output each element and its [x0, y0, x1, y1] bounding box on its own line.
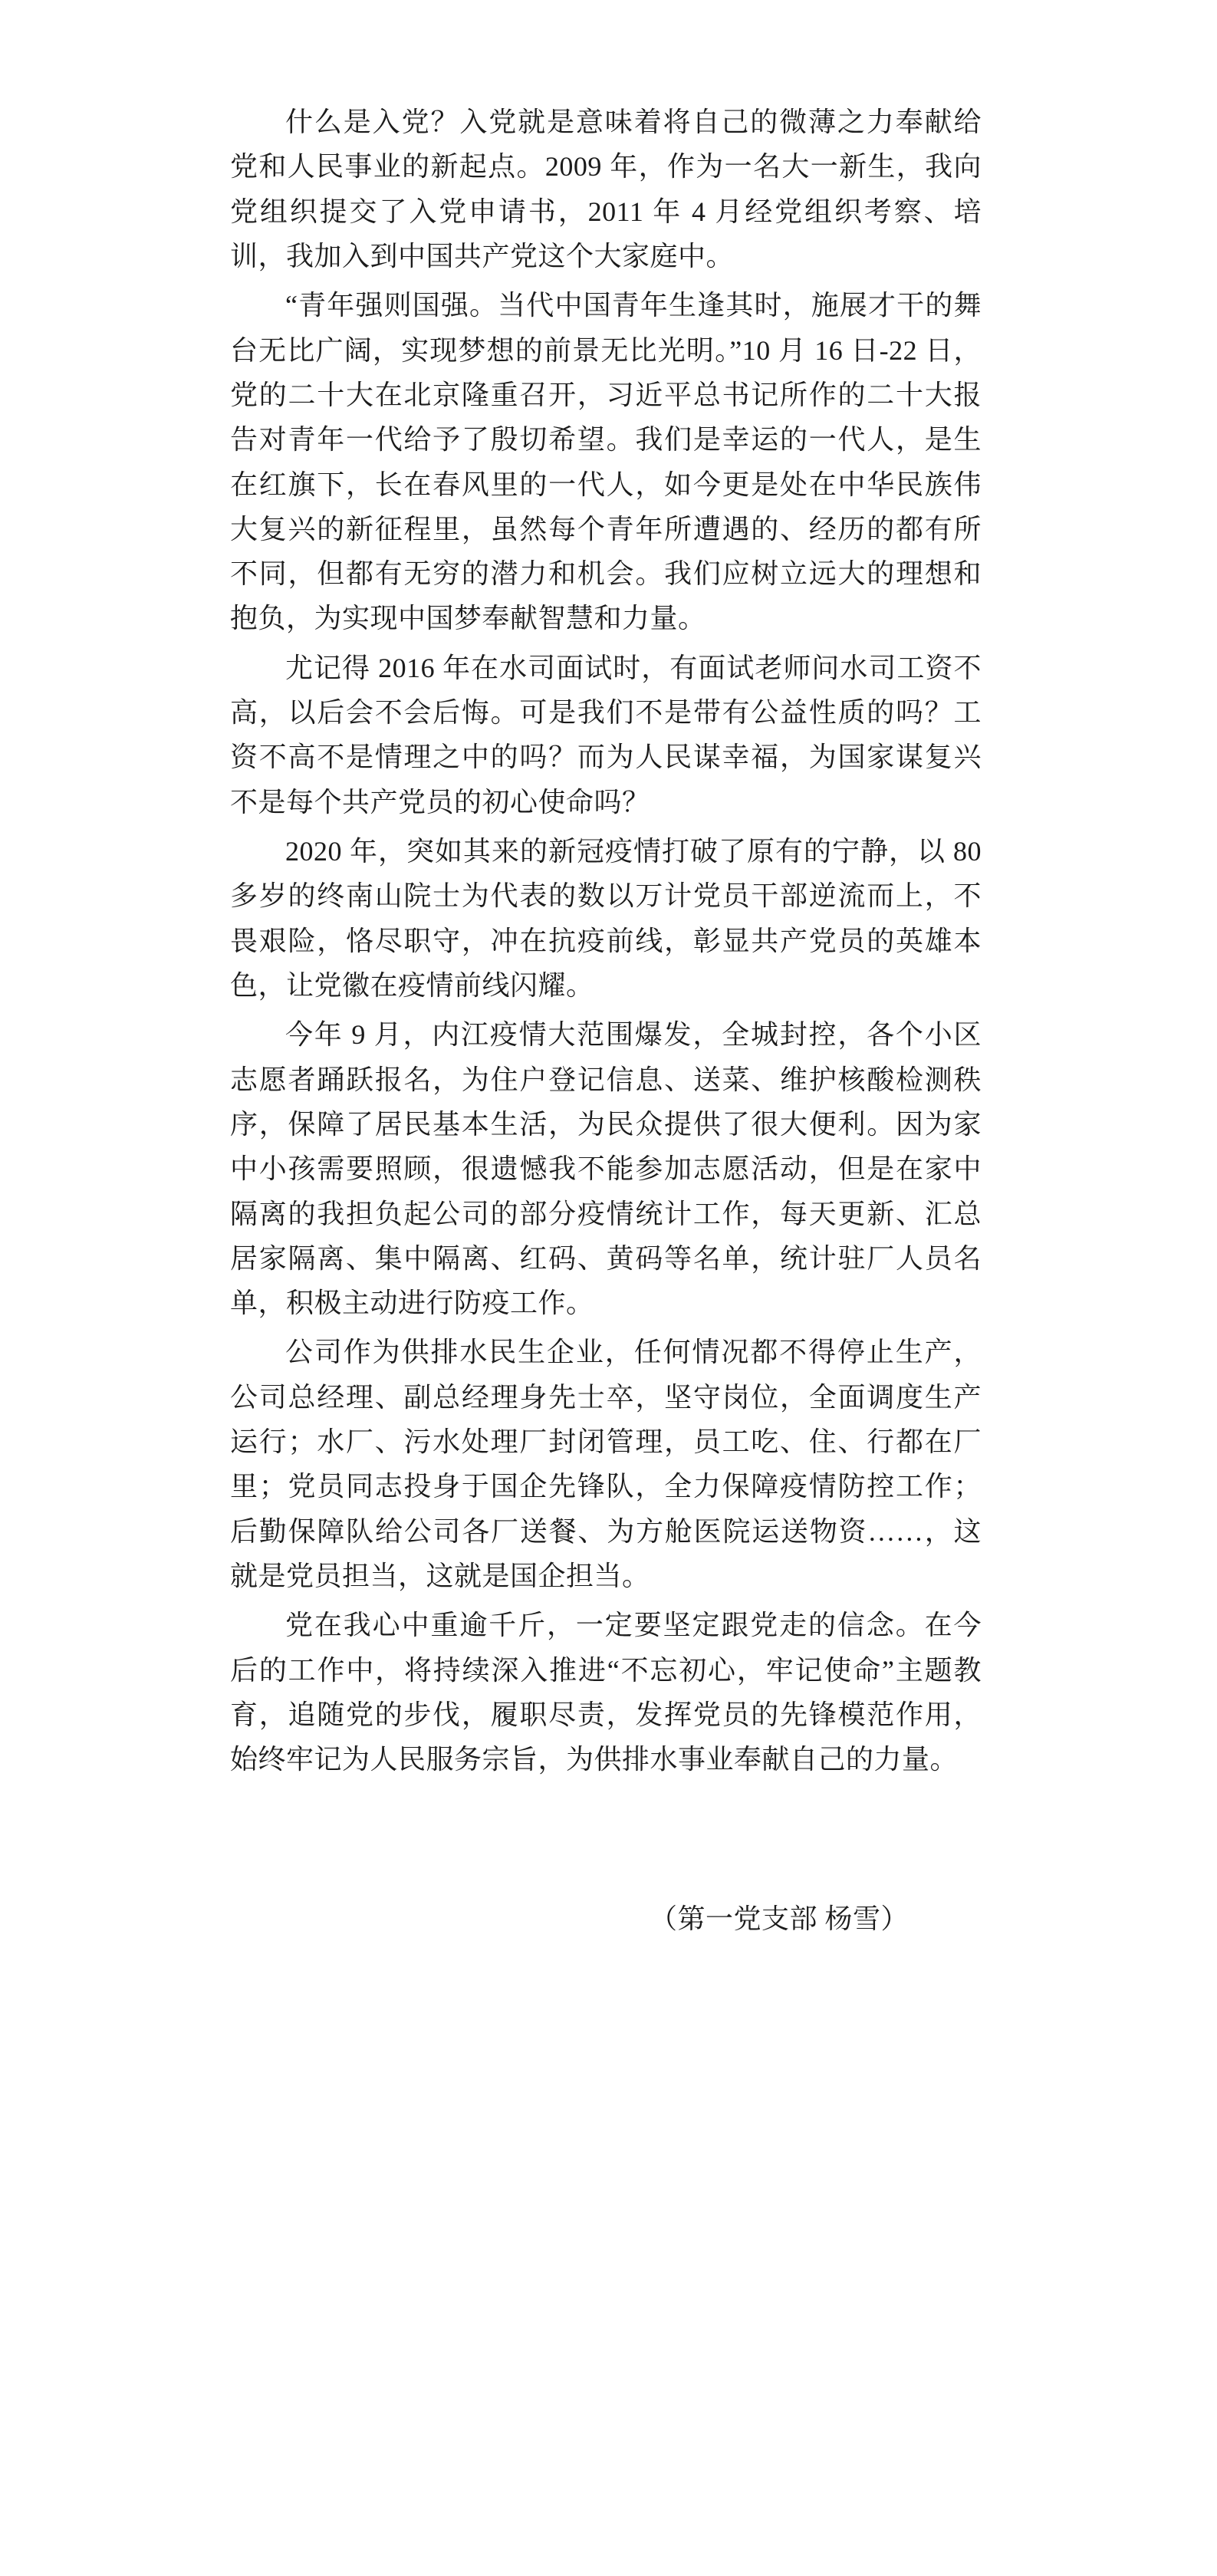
- paragraph: 今年 9 月，内江疫情大范围爆发，全城封控，各个小区志愿者踊跃报名，为住户登记信息、送菜、维护核酸检测秩序，保障了居民基本生活，为民众提供了很大便利。因为家中小孩需要照顾，很遗憾我不能参加志愿活动，但是在家中隔离的我担负起公司的部分疫情统计工作，每天更新、汇总居家隔离、集中隔离、红码、黄码等名单，统计驻厂人员名单，积极主动进行防疫工作。: [230, 1019, 982, 1319]
- paragraph: “青年强则国强。当代中国青年生逢其时，施展才干的舞台无比广阔，实现梦想的前景无比光明。”10 月 16 日-22 日，党的二十大在北京隆重召开，习近平总书记所作的二十大报告对青年一代给予了殷切希望。我们是幸运的一代人，是生在红旗下，长在春风里的一代人，如今更是处在中华民族伟大复兴的新征程里，虽然每个青年所遭遇的、经历的都有所不同，但都有无穷的潜力和机会。我们应树立远大的理想和抱负，为实现中国梦奉献智慧和力量。: [230, 290, 982, 634]
- paragraph: 什么是入党？入党就是意味着将自己的微薄之力奉献给党和人民事业的新起点。2009 年，作为一名大一新生，我向党组织提交了入党申请书，2011 年 4 月经党组织考察、培训，我加入到中国共产党这个大家庭中。: [230, 107, 982, 271]
- document-body: [230, 100, 982, 1941]
- paragraph: 公司作为供排水民生企业，任何情况都不得停止生产，公司总经理、副总经理身先士卒，坚守岗位，全面调度生产运行；水厂、污水处理厂封闭管理，员工吃、住、行都在厂里；党员同志投身于国企先锋队，全力保障疫情防控工作；后勤保障队给公司各厂送餐、为方舱医院运送物资……，这就是党员担当，这就是国企担当。: [230, 1337, 982, 1591]
- paragraph: 党在我心中重逾千斤，一定要坚定跟党走的信念。在今后的工作中，将持续深入推进“不忘初心，牢记使命”主题教育，追随党的步伐，履职尽责，发挥党员的先锋模范作用，始终牢记为人民服务宗旨，为供排水事业奉献自己的力量。: [230, 1610, 982, 1775]
- signature-text: （第一党支部 杨雪）: [649, 1903, 909, 1934]
- paragraph: 尤记得 2016 年在水司面试时，有面试老师问水司工资不高，以后会不会后悔。可是我们不是带有公益性质的吗？工资不高不是情理之中的吗？而为人民谋幸福，为国家谋复兴不是每个共产党员的初心使命吗？: [230, 652, 982, 818]
- signature-block: [230, 1897, 982, 1942]
- paragraph: 2020 年，突如其来的新冠疫情打破了原有的宁静，以 80 多岁的终南山院士为代表的数以万计党员干部逆流而上，不畏艰险，恪尽职守，冲在抗疫前线，彰显共产党员的英雄本色，让党徽在疫情前线闪耀。: [230, 836, 982, 1001]
